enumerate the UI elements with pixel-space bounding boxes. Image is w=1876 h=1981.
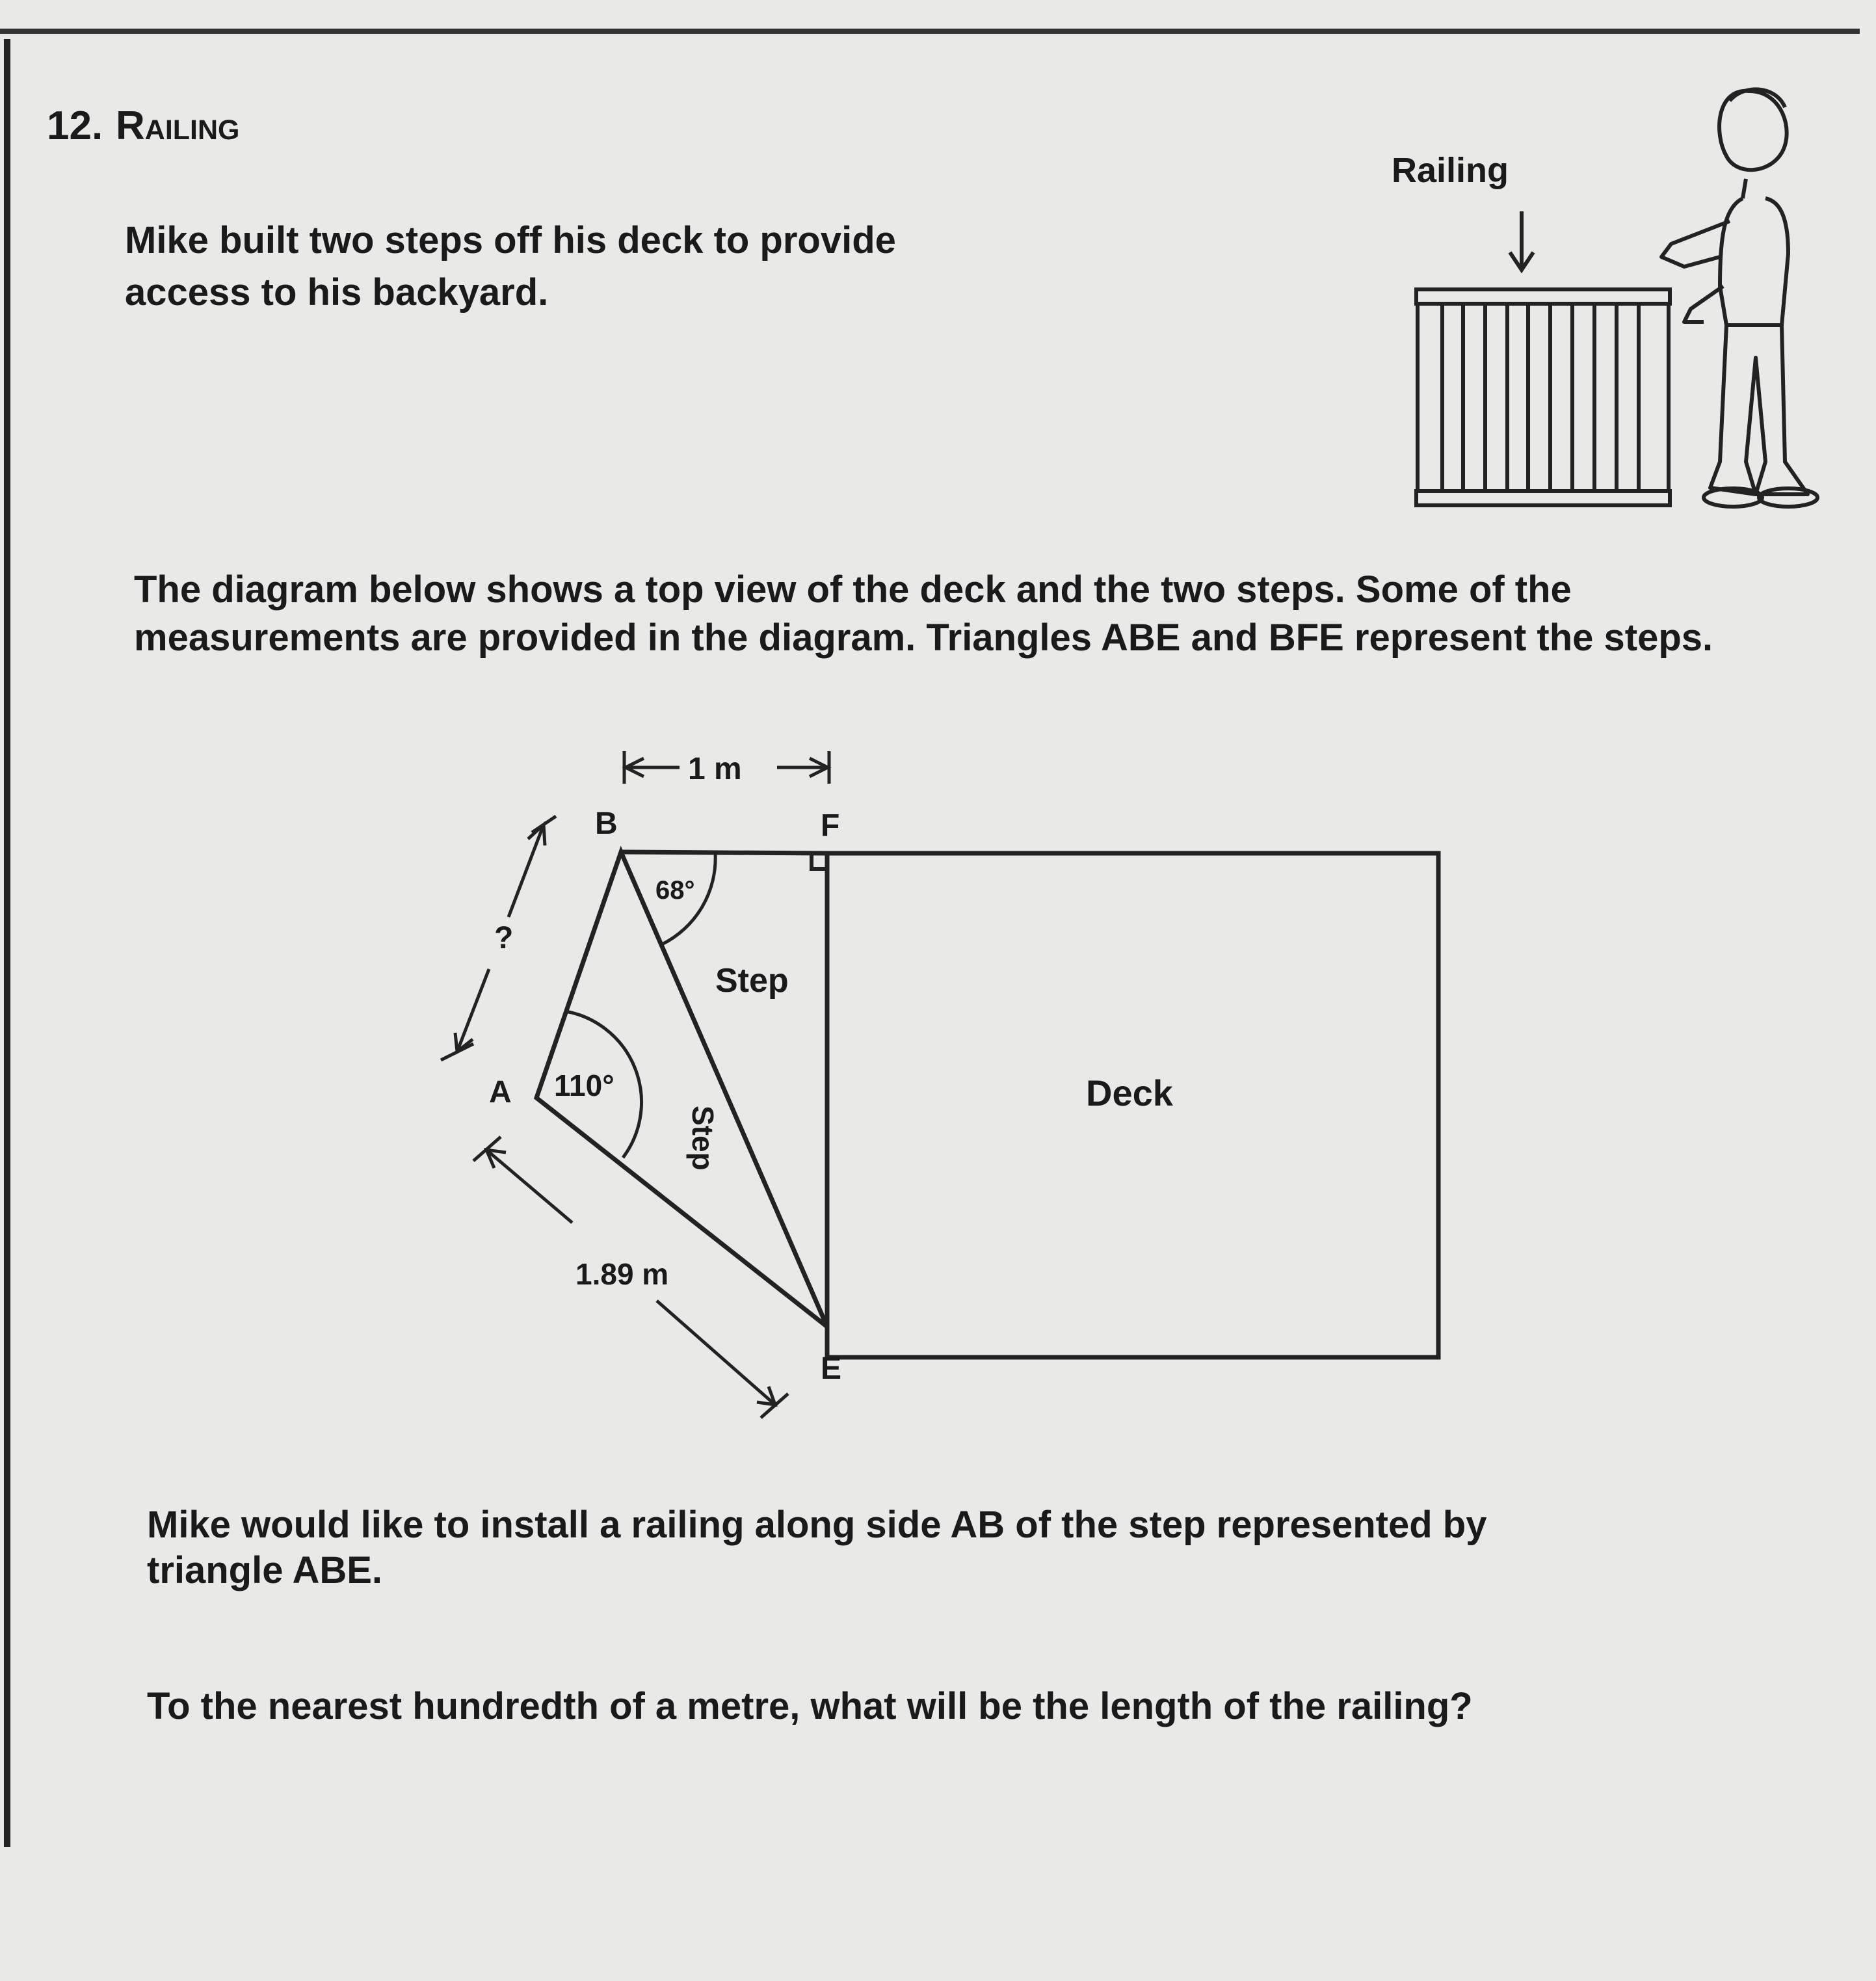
description-text: The diagram below shows a top view of the deck and the two steps. Some of the measurements are provided in the diagram. Triangles ABE and BFE represent the steps. [134,568,1713,659]
angle-b-label: 68° [655,876,695,905]
right-angle-marker [812,853,827,869]
deck-label: Deck [1086,1072,1173,1113]
question-title: Railing [116,103,240,148]
dimension-bf-label: 1 m [688,752,742,786]
point-f-label: F [821,808,840,843]
intro-text: Mike built two steps off his deck to provide access to his backyard. [125,219,896,313]
question-number: 12. [47,103,103,148]
point-e-label: E [821,1351,842,1386]
point-b-label: B [595,806,618,841]
dimension-ae-label: 1.89 m [575,1257,669,1291]
install-text: Mike would like to install a railing along side AB of the step represented by triangle ABE. [147,1504,1487,1591]
dimension-ab-label: ? [494,921,514,955]
point-a-label: A [489,1075,512,1110]
angle-a-label: 110° [554,1069,614,1102]
segment-bf [621,852,827,853]
step-label-abe: Step [686,1106,720,1171]
step-label-bfe: Step [715,962,789,1000]
question-text: To the nearest hundredth of a metre, what will be the length of the railing? [147,1685,1473,1727]
railing-label: Railing [1392,151,1509,190]
